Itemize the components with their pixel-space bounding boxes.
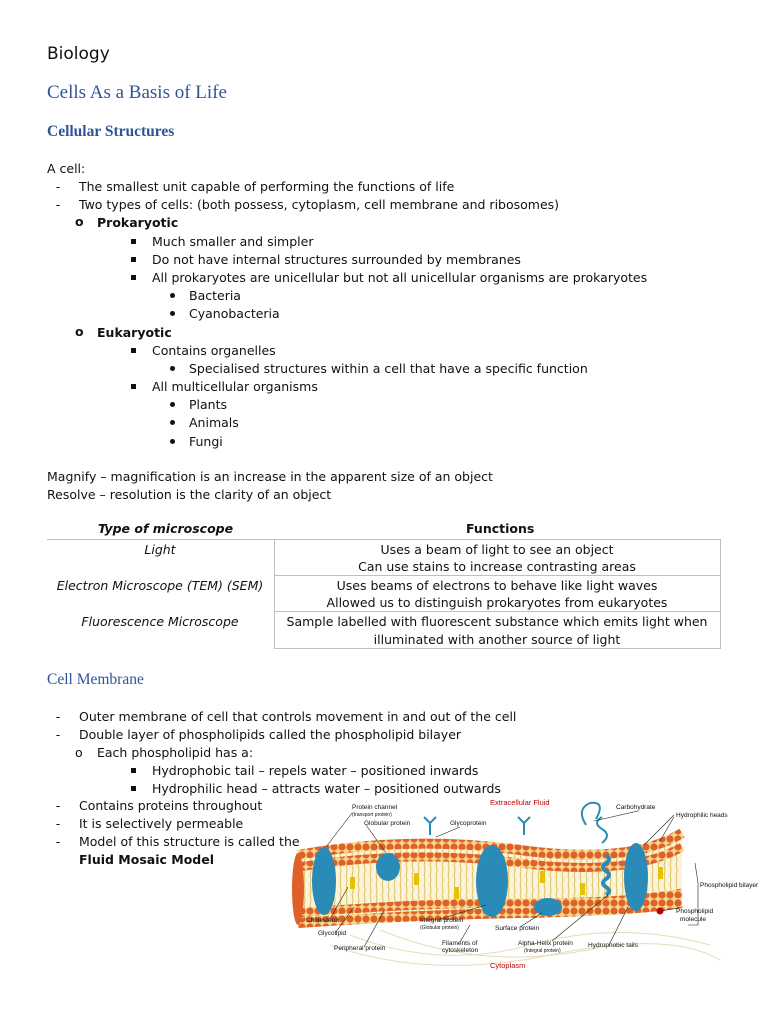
membrane-item-1: Outer membrane of cell that controls movement in and out of the cell — [79, 709, 517, 724]
label-cytoplasm: Cytoplasm — [490, 961, 526, 970]
prokaryotic-point-1: Much smaller and simpler — [152, 234, 314, 249]
eukaryotic-label: Eukaryotic — [97, 325, 172, 340]
label-cytoskeleton: cytoskeleton — [442, 947, 479, 954]
label-hydrophilic-heads: Hydrophilic heads — [676, 812, 728, 819]
dash-bullet: - — [55, 709, 61, 724]
dot-bullet — [170, 420, 175, 425]
dot-bullet — [170, 293, 175, 298]
globular-protein-shape — [376, 853, 400, 881]
prokaryotic-example-2: Cyanobacteria — [189, 306, 280, 321]
label-carbohydrate: Carbohydrate — [616, 804, 656, 811]
label-phospholipid-bilayer: Phospholipid bilayer — [700, 882, 759, 889]
square-bullet — [131, 786, 136, 791]
square-bullet — [131, 239, 136, 244]
eukaryotic-point-1: Contains organelles — [152, 343, 276, 358]
square-bullet — [131, 384, 136, 389]
table-divider — [720, 539, 721, 648]
label-globular-protein-paren: (Globular protein) — [420, 925, 459, 931]
label-peripheral-protein: Peripheral protein — [334, 945, 386, 952]
label-glycolipid: Glycolipid — [318, 930, 347, 937]
dash-bullet: - — [55, 834, 61, 849]
label-glycoprotein: Glycoprotein — [450, 820, 487, 827]
label-extracellular-fluid: Extracellular Fluid — [490, 798, 550, 807]
label-molecule: molecule — [680, 916, 707, 923]
dot-bullet — [170, 402, 175, 407]
circle-bullet: o — [75, 214, 84, 229]
dash-bullet: - — [55, 727, 61, 742]
table-cell-function: Sample labelled with fluorescent substance which emits light when — [286, 614, 708, 629]
membrane-item-5: Model of this structure is called the — [79, 834, 300, 849]
label-cholesterol: Cholesterol — [306, 917, 339, 924]
heading-cellular-structures: Cellular Structures — [47, 123, 175, 140]
protein-channel-shape — [312, 847, 336, 915]
table-cell-function: illuminated with another source of light — [373, 632, 621, 647]
resolve-definition: Resolve – resolution is the clarity of an object — [47, 487, 332, 502]
membrane-item-2: Double layer of phospholipids called the phospholipid bilayer — [79, 727, 462, 742]
label-alpha-helix-protein: Alpha-Helix protein — [518, 940, 573, 947]
label-protein-channel: Protein channel — [352, 804, 398, 811]
membrane-item-3: Contains proteins throughout — [79, 798, 263, 813]
label-integral-protein-paren: (Integral protein) — [524, 948, 561, 954]
label-transport-protein: (transport protein) — [352, 812, 392, 818]
membrane-sub-point-2: Hydrophilic head – attracts water – positioned outwards — [152, 781, 501, 796]
magnify-definition: Magnify – magnification is an increase in the apparent size of an object — [47, 469, 493, 484]
table-header-type: Type of microscope — [98, 521, 234, 536]
eukaryotic-example-1: Plants — [189, 397, 228, 412]
table-cell-type: Fluorescence Microscope — [81, 614, 239, 629]
label-filaments-of: Filaments of — [442, 940, 478, 947]
membrane-item-4: It is selectively permeable — [79, 816, 244, 831]
table-cell-function: Allowed us to distinguish prokaryotes from eukaryotes — [326, 595, 668, 610]
table-cell-type: Electron Microscope (TEM) (SEM) — [56, 578, 264, 593]
eukaryotic-point-2: All multicellular organisms — [152, 379, 318, 394]
dash-bullet: - — [55, 798, 61, 813]
prokaryotic-point-2: Do not have internal structures surrounded by membranes — [152, 252, 521, 267]
fluid-mosaic-model: Fluid Mosaic Model — [79, 852, 214, 867]
cell-intro: A cell: — [47, 161, 86, 176]
document-subject: Biology — [47, 44, 110, 64]
table-divider — [47, 539, 721, 540]
dash-bullet: - — [55, 179, 61, 194]
dot-bullet — [170, 366, 175, 371]
integral-protein-shape-2 — [624, 843, 648, 911]
label-hydrophobic-tails: Hydrophobic tails — [588, 942, 638, 949]
membrane-sub-point-1: Hydrophobic tail – repels water – positioned inwards — [152, 763, 479, 778]
table-cell-function: Can use stains to increase contrasting areas — [358, 559, 636, 574]
document-title: Cells As a Basis of Life — [47, 82, 227, 103]
prokaryotic-label: Prokaryotic — [97, 215, 179, 230]
eukaryotic-example-3: Fungi — [189, 434, 223, 449]
surface-protein-shape — [534, 898, 562, 916]
fluid-mosaic-diagram — [290, 795, 760, 985]
dash-bullet: - — [55, 197, 61, 212]
carbohydrate-chains — [424, 803, 600, 835]
prokaryotic-example-1: Bacteria — [189, 288, 241, 303]
table-cell-function: Uses a beam of light to see an object — [380, 542, 614, 557]
heading-cell-membrane: Cell Membrane — [47, 671, 144, 688]
cell-item-1: The smallest unit capable of performing the functions of life — [79, 179, 455, 194]
square-bullet — [131, 275, 136, 280]
circle-bullet: o — [75, 324, 84, 339]
table-cell-function: Uses beams of electrons to behave like light waves — [336, 578, 658, 593]
cell-item-2: Two types of cells: (both possess, cytoplasm, cell membrane and ribosomes) — [79, 197, 560, 212]
square-bullet — [131, 257, 136, 262]
membrane-sub: Each phospholipid has a: — [97, 745, 254, 760]
dash-bullet: - — [55, 816, 61, 831]
eukaryotic-example-2: Animals — [189, 415, 239, 430]
integral-protein-shape — [476, 845, 508, 917]
dot-bullet — [170, 439, 175, 444]
label-integral-protein: Integral protein — [420, 917, 464, 924]
label-phospholipid: Phospholipid — [676, 908, 714, 915]
square-bullet — [131, 348, 136, 353]
prokaryotic-point-3: All prokaryotes are unicellular but not all unicellular organisms are prokaryotes — [152, 270, 648, 285]
square-bullet — [131, 768, 136, 773]
circle-bullet: o — [75, 745, 83, 760]
dot-bullet — [170, 311, 175, 316]
label-surface-protein: Surface protein — [495, 925, 540, 932]
eukaryotic-point-1-sub: Specialised structures within a cell that have a specific function — [189, 361, 588, 376]
table-cell-type: Light — [144, 542, 176, 557]
label-globular-protein: Globular protein — [364, 820, 411, 827]
table-header-functions: Functions — [466, 521, 535, 536]
